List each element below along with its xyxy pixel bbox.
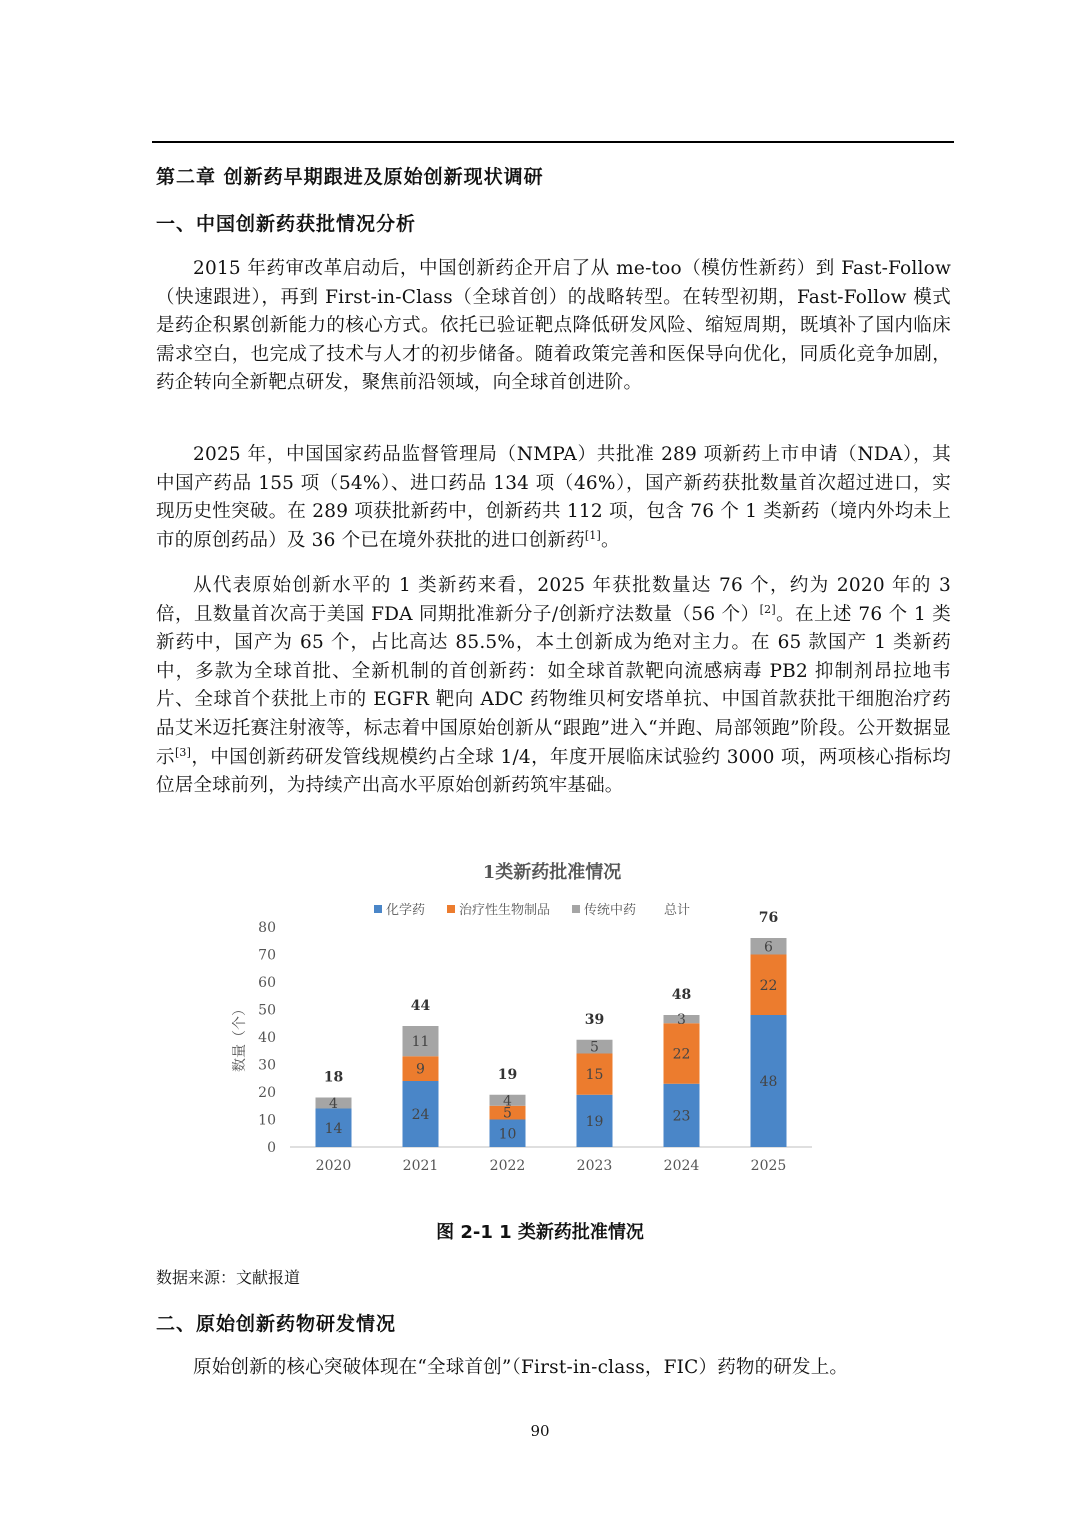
total-label: 19 [497, 1066, 518, 1083]
legend-label-2: 治疗性生物制品 [459, 903, 551, 918]
data-label: 22 [759, 977, 778, 994]
y-tick-label: 40 [258, 1030, 276, 1046]
citation-1[interactable]: [1] [584, 528, 601, 542]
data-label: 22 [672, 1046, 691, 1063]
y-tick-label: 20 [258, 1085, 276, 1101]
paragraph-1: 2015 年药审改革启动后，中国创新药企开启了从 me-too（模仿性新药）到 Fast-Follow（快速跟进），再到 First-in-Class（全球首创）的战略转型。在转型初期，Fast-Follow 模式是药企积累创新能力的核心方式。依托已验证靶点降低研发风险、缩短周期，既填补了国内临床需求空白，也完成了技术与人才的初步储备。随着政策完善和医保导向优化，同质化竞争加剧，药企转向全新靶点研发，聚焦前沿领域，向全球首创进阶。 [156, 258, 951, 394]
legend-label-3: 传统中药 [584, 903, 637, 918]
data-label: 3 [677, 1012, 686, 1029]
paragraph-3-text-a: 从代表原始创新水平的 1 类新药来看，2025 年获批数量达 76 个，约为 2020 年的 3 倍，且数量首次高于美国 FDA 同期批准新分子/创新疗法数量（56 个） [156, 575, 951, 625]
paragraph-3-text-b: 。在上述 76 个 1 类新药中，国产为 65 个，占比高达 85.5%，本土创新成为绝对主力。在 65 款国产 1 类新药中，多款为全球首批、全新机制的首创新药：如全球首款靶向流感病毒 PB2 抑制剂昂拉地韦片、全球首个获批上市的 EGFR 靶向 ADC 药物维贝柯安塔单抗、中国首款获批干细胞治疗药品艾米迈托赛注射液等，标志着中国原始创新从“跟跑”进入“并跑、局部领跑”阶段。公开数据显示 [156, 603, 951, 768]
legend-label-total: 总计 [664, 903, 691, 918]
data-label: 23 [672, 1108, 691, 1125]
x-tick-label: 2022 [489, 1158, 526, 1174]
total-label: 44 [410, 998, 431, 1014]
y-tick-label: 50 [258, 1002, 276, 1019]
figure-caption: 图 2-1 1 类新药批准情况 [436, 1222, 644, 1243]
y-tick-label: 30 [258, 1057, 276, 1074]
legend-swatch-3 [572, 905, 580, 913]
data-label: 5 [590, 1039, 599, 1056]
citation-2[interactable]: [2] [759, 602, 776, 616]
legend-label-1: 化学药 [386, 903, 426, 918]
x-tick-label: 2023 [576, 1158, 613, 1174]
page-number: 90 [530, 1422, 550, 1440]
data-label: 5 [503, 1105, 512, 1122]
y-axis-label: 数量（个） [232, 1002, 248, 1072]
section-title-1: 一、中国创新药获批情况分析 [156, 213, 417, 235]
total-label: 18 [323, 1069, 344, 1086]
data-label: 11 [411, 1034, 430, 1051]
total-label: 39 [584, 1011, 605, 1028]
chart-title: 1类新药批准情况 [482, 862, 622, 883]
legend-swatch-1 [374, 905, 382, 913]
y-tick-label: 70 [258, 947, 276, 964]
data-label: 24 [411, 1107, 430, 1123]
total-label: 76 [758, 910, 779, 926]
data-label: 4 [503, 1093, 512, 1110]
x-tick-label: 2020 [315, 1158, 352, 1174]
data-label: 48 [759, 1074, 778, 1090]
bar-chart [222, 850, 822, 1190]
data-label: 6 [764, 939, 773, 956]
legend-swatch-2 [447, 905, 455, 913]
data-label: 15 [585, 1067, 604, 1084]
header-rule [152, 141, 954, 143]
data-source: 数据来源：文献报道 [156, 1268, 301, 1287]
paragraph-3 [156, 572, 951, 801]
y-tick-label: 80 [258, 920, 276, 936]
data-label: 9 [416, 1061, 425, 1078]
data-label: 10 [498, 1126, 517, 1143]
section-title-2: 二、原始创新药物研发情况 [156, 1313, 397, 1335]
chapter-title: 第二章 创新药早期跟进及原始创新现状调研 [156, 166, 544, 188]
paragraph-2-end: 。 [601, 529, 620, 551]
paragraph-3-text-c: ，中国创新药研发管线规模约占全球 1/4，年度开展临床试验约 3000 项，两项核心指标均位居全球前列，为持续产出高水平原始创新药筑牢基础。 [156, 746, 952, 797]
x-tick-label: 2025 [750, 1158, 787, 1174]
data-label: 4 [329, 1096, 338, 1112]
y-tick-label: 10 [258, 1112, 276, 1129]
y-tick-label: 0 [267, 1140, 276, 1156]
citation-3[interactable]: [3] [174, 745, 192, 759]
data-label: 14 [324, 1120, 343, 1137]
x-tick-label: 2024 [663, 1158, 700, 1174]
x-tick-label: 2021 [402, 1158, 439, 1174]
paragraph-4: 原始创新的核心突破体现在“全球首创”（First-in-class，FIC）药物的研发上。 [193, 1357, 849, 1378]
paragraph-2 [156, 441, 951, 555]
paragraph-2-text: 2025 年，中国国家药品监督管理局（NMPA）共批准 289 项新药上市申请（NDA），其中国产药品 155 项（54%）、进口药品 134 项（46%），国产新药获批数量首次超过进口，实现历史性突破。在 289 项获批新药中，创新药共 112 项，包含 76 个 1 类新药（境内外均未上市的原创药品）及 36 个已在境外获批的进口创新药 [156, 444, 951, 551]
total-label: 48 [671, 987, 692, 1003]
data-label: 19 [585, 1113, 604, 1130]
y-tick-label: 60 [258, 975, 276, 991]
chart-container [222, 850, 822, 1190]
